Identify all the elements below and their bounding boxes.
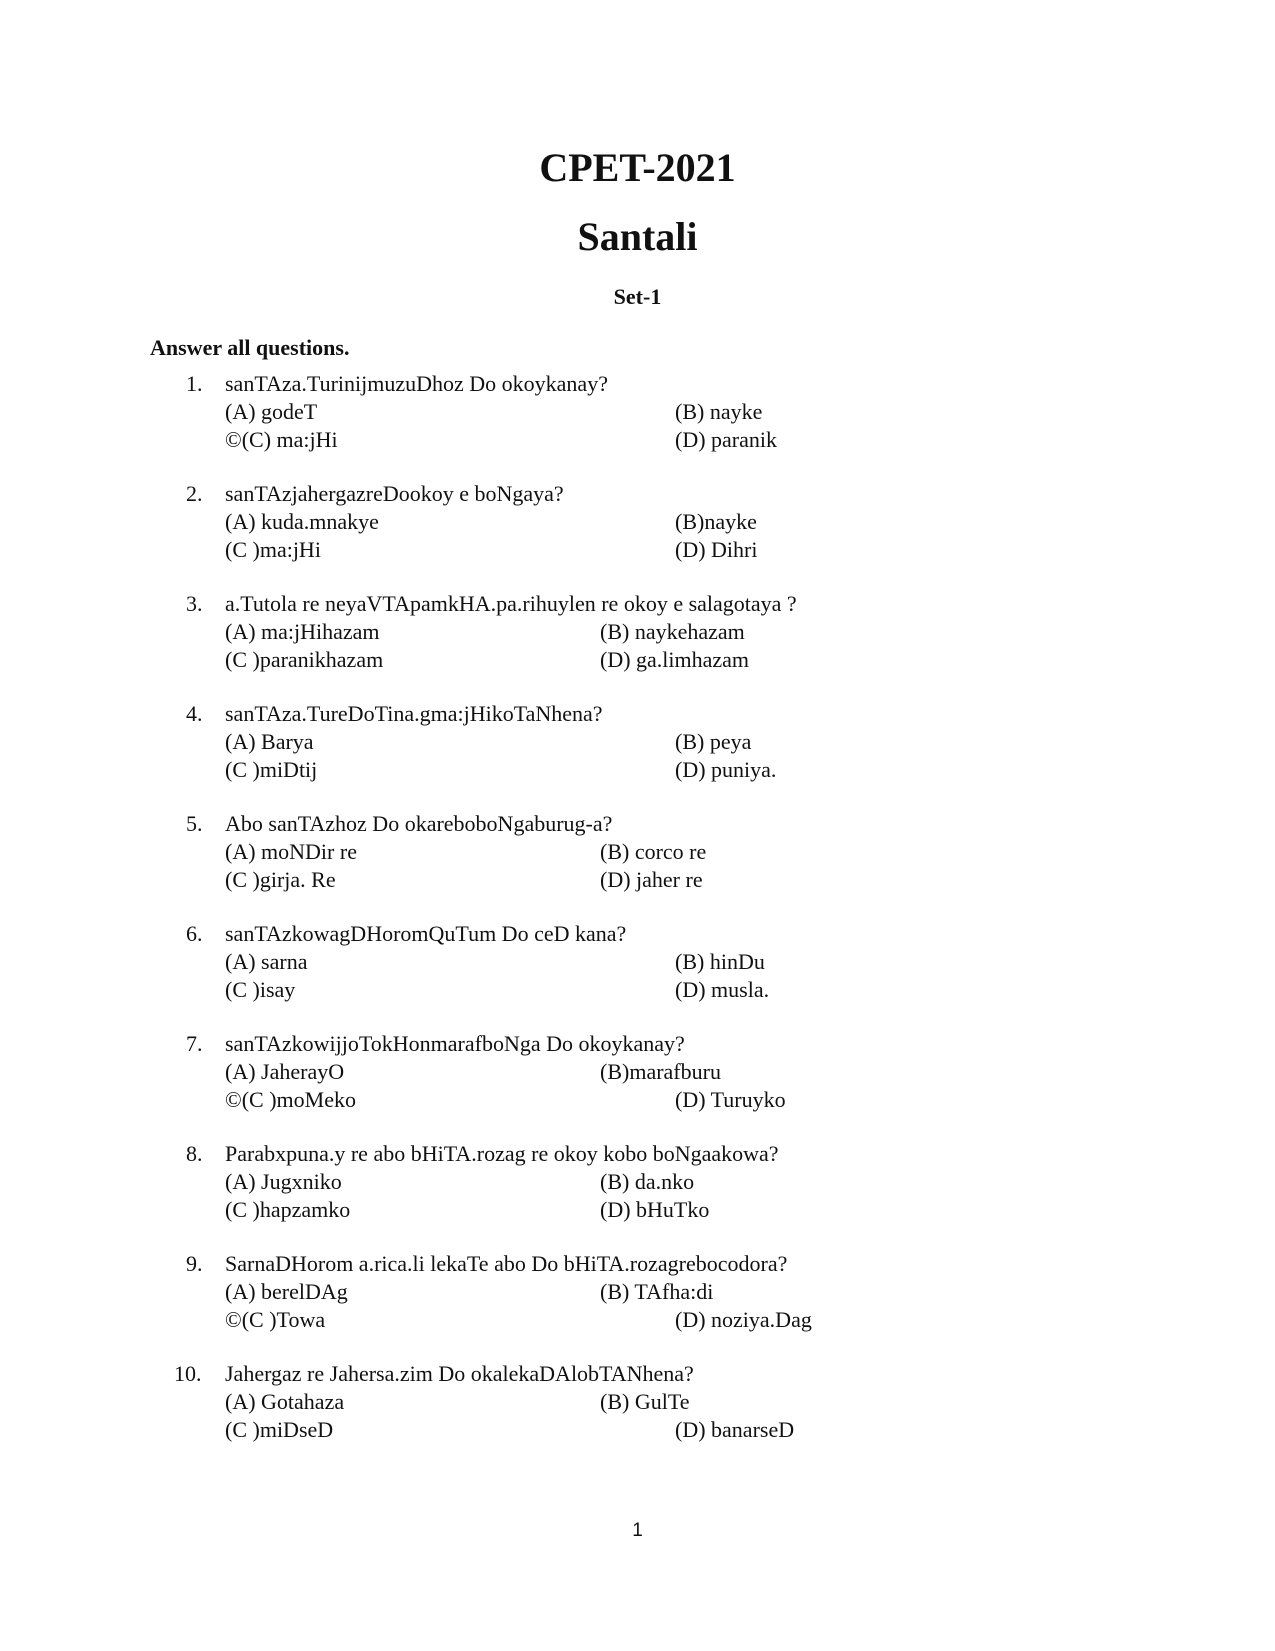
option-a: (A) Gotahaza: [225, 1389, 345, 1414]
question-text: Jahergaz re Jahersa.zim Do okalekaDAlobTANhena?: [225, 1361, 694, 1386]
option-b: (B) nayke: [675, 399, 763, 424]
option-c: (C )miDtij: [225, 757, 318, 782]
option-a: (A) berelDAg: [225, 1279, 348, 1304]
question-1: [0, 370, 1275, 460]
option-a: (A) kuda.mnakye: [225, 509, 379, 534]
question-text: a.Tutola re neyaVTApamkHA.pa.rihuylen re okoy e salagotaya ?: [225, 591, 797, 616]
question-6: [0, 920, 1275, 1010]
question-text: sanTAzkowagDHoromQuTum Do ceD kana?: [225, 921, 627, 946]
option-d: (D) ga.limhazam: [600, 647, 750, 672]
option-b: (B)marafburu: [600, 1059, 721, 1084]
question-5: [0, 810, 1275, 900]
question-7: [0, 1030, 1275, 1120]
set-label: Set-1: [613, 284, 662, 309]
question-number: 9.: [186, 1251, 203, 1276]
question-4: [0, 700, 1275, 790]
question-8: [0, 1140, 1275, 1230]
page-number: 1: [632, 1520, 643, 1541]
option-c: (C )hapzamko: [225, 1197, 351, 1222]
option-d: (D) jaher re: [600, 867, 703, 892]
question-number: 3.: [186, 591, 203, 616]
option-c: ©(C )moMeko: [225, 1087, 356, 1112]
option-c: (C )girja. Re: [225, 867, 336, 892]
question-number: 4.: [186, 701, 203, 726]
option-b: (B) naykehazam: [600, 619, 745, 644]
question-number: 5.: [186, 811, 203, 836]
question-text: sanTAza.TureDoTina.gma:jHikoTaNhena?: [225, 701, 603, 726]
option-a: (A) godeT: [225, 399, 318, 424]
option-c: (C )miDseD: [225, 1417, 334, 1442]
question-number: 2.: [186, 481, 203, 506]
question-text: sanTAzkowijjoTokHonmarafboNga Do okoykanay?: [225, 1031, 685, 1056]
option-d: (D) noziya.Dag: [675, 1307, 812, 1332]
option-a: (A) Barya: [225, 729, 314, 754]
question-number: 7.: [186, 1031, 203, 1056]
option-c: (C )ma:jHi: [225, 537, 321, 562]
option-d: (D) bHuTko: [600, 1197, 710, 1222]
option-a: (A) ma:jHihazam: [225, 619, 380, 644]
question-text: sanTAza.TurinijmuzuDhoz Do okoykanay?: [225, 371, 608, 396]
option-c: ©(C) ma:jHi: [225, 427, 338, 452]
exam-title: CPET-2021: [539, 145, 736, 190]
option-d: (D) Dihri: [675, 537, 758, 562]
option-d: (D) paranik: [675, 427, 778, 452]
option-b: (B) corco re: [600, 839, 707, 864]
option-a: (A) JaherayO: [225, 1059, 345, 1084]
question-3: [0, 590, 1275, 680]
option-c: (C )isay: [225, 977, 296, 1002]
option-a: (A) moNDir re: [225, 839, 357, 864]
question-number: 8.: [186, 1141, 203, 1166]
option-d: (D) banarseD: [675, 1417, 795, 1442]
question-text: sanTAzjahergazreDookoy e boNgaya?: [225, 481, 564, 506]
question-2: [0, 480, 1275, 570]
option-b: (B) da.nko: [600, 1169, 695, 1194]
option-d: (D) musla.: [675, 977, 770, 1002]
question-number: 1.: [186, 371, 203, 396]
instruction: Answer all questions.: [150, 335, 350, 360]
option-a: (A) sarna: [225, 949, 308, 974]
option-a: (A) Jugxniko: [225, 1169, 342, 1194]
option-c: ©(C )Towa: [225, 1307, 326, 1332]
option-c: (C )paranikhazam: [225, 647, 384, 672]
option-b: (B) peya: [675, 729, 752, 754]
question-10: [0, 1360, 1275, 1450]
option-d: (D) puniya.: [675, 757, 777, 782]
option-b: (B)nayke: [675, 509, 757, 534]
question-number: 6.: [186, 921, 203, 946]
subject-title: Santali: [577, 214, 698, 259]
question-9: [0, 1250, 1275, 1340]
question-number: 10.: [174, 1361, 202, 1386]
option-b: (B) GulTe: [600, 1389, 690, 1414]
question-text: Abo sanTAzhoz Do okareboboNgaburug-a?: [225, 811, 613, 836]
option-b: (B) hinDu: [675, 949, 765, 974]
question-text: Parabxpuna.y re abo bHiTA.rozag re okoy kobo boNgaakowa?: [225, 1141, 779, 1166]
option-b: (B) TAfha:di: [600, 1279, 714, 1304]
option-d: (D) Turuyko: [675, 1087, 786, 1112]
question-text: SarnaDHorom a.rica.li lekaTe abo Do bHiTA.rozagrebocodora?: [225, 1251, 788, 1276]
